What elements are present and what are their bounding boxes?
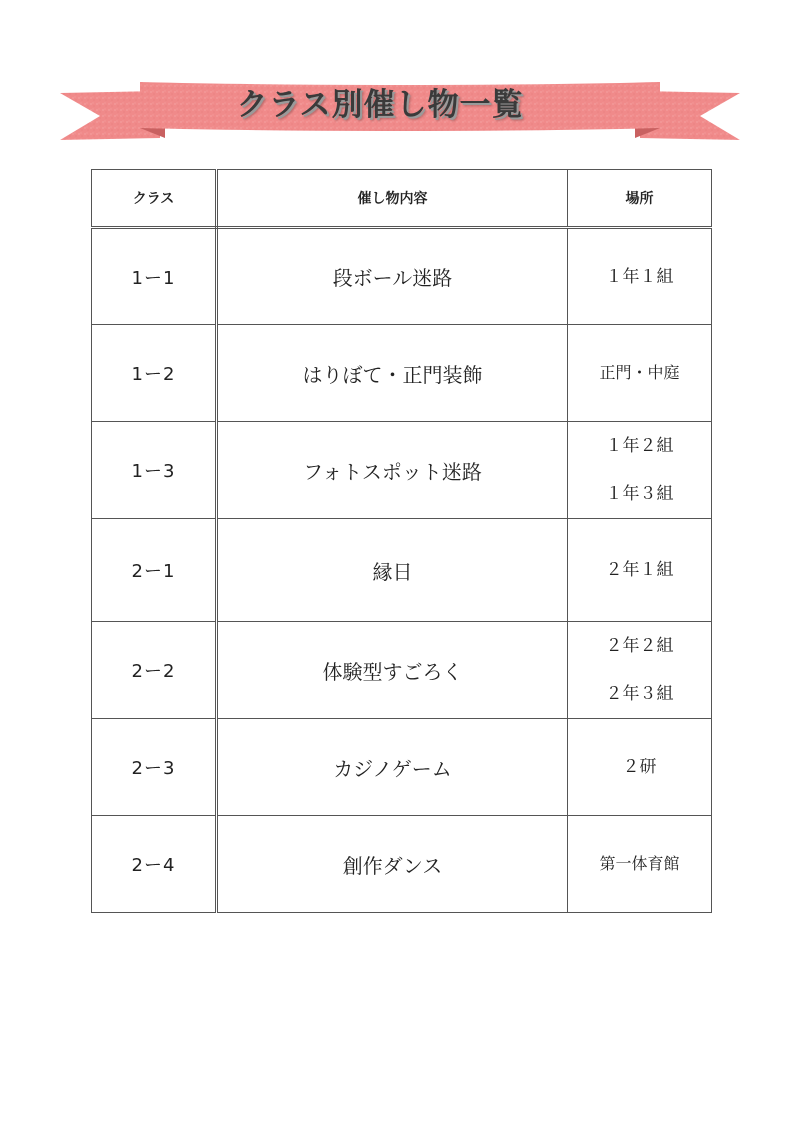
place-line: ２年２組 xyxy=(605,636,674,656)
place-cell xyxy=(568,519,712,622)
place-line: １年２組 xyxy=(605,436,674,456)
place-cell xyxy=(568,719,712,816)
content-cell: 縁日 xyxy=(217,519,568,622)
class-cell: 2ー1 xyxy=(92,519,217,622)
content-cell: フォトスポット迷路 xyxy=(217,422,568,519)
place-cell xyxy=(568,228,712,325)
place-cell xyxy=(568,622,712,719)
place-line: 第一体育館 xyxy=(599,854,680,873)
table-row xyxy=(92,622,712,719)
table-header-row xyxy=(92,170,712,228)
content-cell: カジノゲーム xyxy=(217,719,568,816)
place-cell xyxy=(568,325,712,422)
table-row xyxy=(92,325,712,422)
header-place: 場所 xyxy=(568,170,712,228)
table-row xyxy=(92,519,712,622)
place-line: ２年１組 xyxy=(605,560,674,580)
page-title: クラス別催し物一覧 xyxy=(236,87,524,123)
place-line: 正門・中庭 xyxy=(599,363,680,382)
content-cell: 体験型すごろく xyxy=(217,622,568,719)
title-ribbon xyxy=(0,0,800,160)
table-row xyxy=(92,228,712,325)
class-cell: 1ー3 xyxy=(92,422,217,519)
table-row xyxy=(92,422,712,519)
class-cell: 1ー1 xyxy=(92,228,217,325)
class-cell: 2ー4 xyxy=(92,816,217,913)
content-cell: 創作ダンス xyxy=(217,816,568,913)
header-class: クラス xyxy=(92,170,217,228)
place-line: ２研 xyxy=(622,757,657,777)
place-line: ２年３組 xyxy=(605,684,674,704)
events-table xyxy=(91,169,712,913)
content-cell: はりぼて・正門装飾 xyxy=(217,325,568,422)
table-row xyxy=(92,816,712,913)
content-cell: 段ボール迷路 xyxy=(217,228,568,325)
class-cell: 1ー2 xyxy=(92,325,217,422)
place-cell xyxy=(568,422,712,519)
place-cell xyxy=(568,816,712,913)
header-content: 催し物内容 xyxy=(217,170,568,228)
class-cell: 2ー3 xyxy=(92,719,217,816)
place-line: １年１組 xyxy=(605,266,674,287)
table-row xyxy=(92,719,712,816)
place-line: １年３組 xyxy=(605,484,674,504)
class-cell: 2ー2 xyxy=(92,622,217,719)
